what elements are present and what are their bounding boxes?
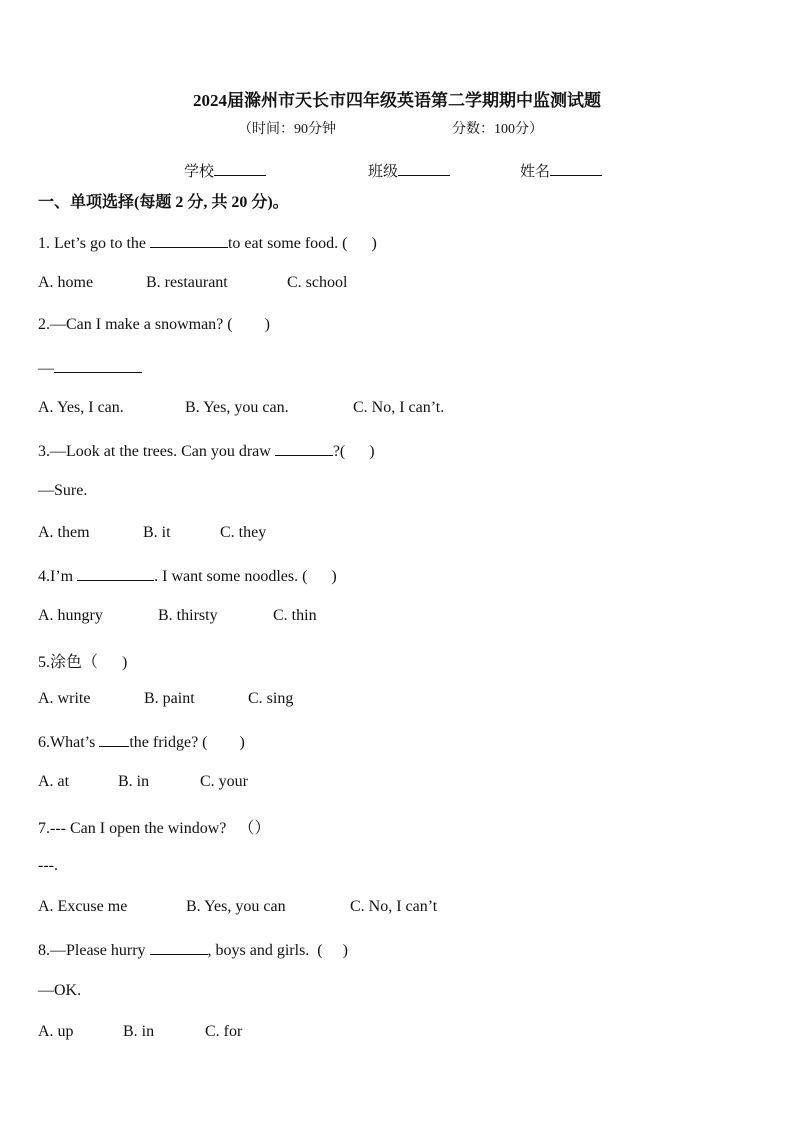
question-3-text-end: ?( )	[332, 443, 375, 460]
option-b: B. in	[118, 773, 150, 790]
option-c: C. school	[287, 274, 348, 291]
question-3-reply: —Sure.	[38, 482, 88, 499]
question-3-text: 3.—Look at the trees. Can you draw	[38, 443, 275, 460]
option-c: C. No, I can’t	[350, 898, 438, 915]
option-b: B. restaurant	[146, 274, 228, 291]
name-label: 姓名	[520, 164, 551, 180]
name-blank	[550, 161, 602, 176]
option-a: A. Excuse me	[38, 898, 128, 915]
school-label: 学校	[184, 164, 215, 180]
question-4-text: 4.I’m	[38, 568, 78, 585]
question-8	[38, 940, 348, 960]
question-6-options	[38, 773, 248, 791]
option-a: A. home	[38, 274, 94, 291]
option-c: C. thin	[273, 607, 317, 624]
question-1	[38, 233, 377, 253]
option-a: A. at	[38, 773, 70, 790]
question-4	[38, 566, 337, 586]
answer-blank	[150, 940, 208, 955]
question-8-text-end: , boys and girls. ( )	[207, 942, 348, 959]
question-7: 7.--- Can I open the window? （）	[38, 820, 271, 837]
question-1-text-end: to eat some food. ( )	[227, 235, 377, 252]
question-1-options	[38, 274, 347, 292]
option-a: A. up	[38, 1023, 74, 1040]
answer-blank	[150, 233, 228, 248]
answer-blank	[275, 441, 333, 456]
question-6-text-end: the fridge? ( )	[129, 734, 245, 751]
question-6-text: 6.What’s	[38, 734, 100, 751]
option-c: C. sing	[248, 690, 294, 707]
question-2-options	[38, 399, 444, 417]
class-label: 班级	[368, 164, 399, 180]
option-a: A. write	[38, 690, 91, 707]
name-field	[520, 160, 602, 181]
class-blank	[398, 161, 450, 176]
question-3	[38, 441, 375, 461]
question-8-reply: —OK.	[38, 982, 82, 999]
class-field	[368, 160, 450, 181]
question-4-options	[38, 607, 317, 625]
answer-blank	[77, 566, 154, 581]
question-2-answer-line	[38, 358, 142, 378]
school-blank	[214, 161, 266, 176]
option-c: C. for	[205, 1023, 243, 1040]
option-b: B. Yes, you can.	[185, 399, 289, 416]
question-1-text: 1. Let’s go to the	[38, 235, 150, 252]
option-c: C. your	[200, 773, 248, 790]
option-a: A. them	[38, 524, 90, 541]
option-a: A. hungry	[38, 607, 103, 624]
dash: —	[38, 360, 54, 377]
answer-blank	[99, 732, 129, 747]
option-b: B. in	[123, 1023, 155, 1040]
question-5-options	[38, 690, 293, 708]
question-7-options	[38, 898, 437, 916]
option-b: B. thirsty	[158, 607, 218, 624]
exam-title: 2024届滁州市天长市四年级英语第二学期期中监测试题	[193, 91, 601, 110]
question-8-options	[38, 1023, 242, 1041]
question-2: 2.—Can I make a snowman? ( )	[38, 316, 270, 333]
option-b: B. paint	[144, 690, 195, 707]
option-b: B. it	[143, 524, 171, 541]
question-4-text-end: . I want some noodles. ( )	[154, 568, 337, 585]
option-a: A. Yes, I can.	[38, 399, 124, 416]
school-field	[184, 160, 266, 181]
option-c: C. No, I can’t.	[353, 399, 445, 416]
question-5: 5.涂色（ )	[38, 654, 128, 671]
question-7-reply: ---.	[38, 857, 58, 874]
option-c: C. they	[220, 524, 267, 541]
answer-blank	[54, 358, 142, 373]
section-heading: 一、单项选择(每题 2 分, 共 20 分)。	[38, 194, 289, 211]
exam-score: 分数：100分）	[452, 122, 543, 137]
question-8-text: 8.—Please hurry	[38, 942, 150, 959]
option-b: B. Yes, you can	[186, 898, 286, 915]
question-3-options	[38, 524, 266, 542]
question-6	[38, 732, 245, 752]
exam-time: （时间：90分钟	[238, 122, 336, 137]
